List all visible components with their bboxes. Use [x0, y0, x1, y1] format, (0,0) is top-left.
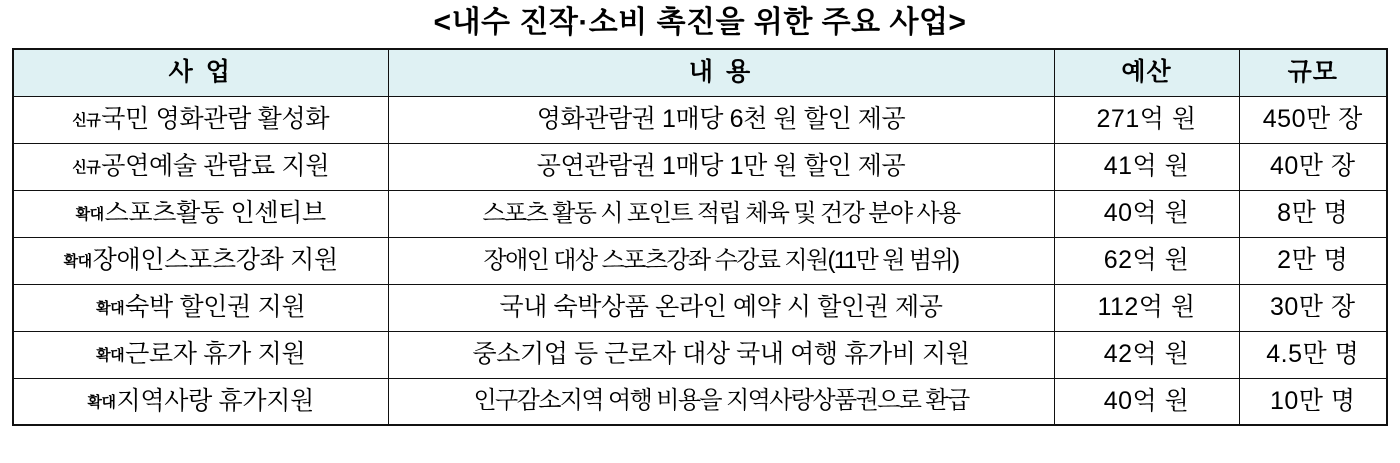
table-header-row — [13, 49, 1387, 96]
table-row — [13, 143, 1387, 190]
cell-budget: 42억 원 — [1054, 331, 1239, 378]
table-row — [13, 284, 1387, 331]
table-body — [13, 96, 1387, 425]
column-header-name: 사 업 — [13, 49, 388, 96]
cell-program-name — [13, 96, 388, 143]
table-row — [13, 378, 1387, 425]
cell-budget: 40억 원 — [1054, 190, 1239, 237]
cell-description: 영화관람권 1매당 6천 원 할인 제공 — [388, 96, 1054, 143]
program-name-text: 공연예술 관람료 지원 — [101, 152, 330, 180]
cell-description: 국내 숙박상품 온라인 예약 시 할인권 제공 — [388, 284, 1054, 331]
badge-new: 신규 — [72, 158, 101, 176]
table-row — [13, 190, 1387, 237]
column-header-description: 내 용 — [388, 49, 1054, 96]
page-title: <내수 진작·소비 촉진을 위한 주요 사업> — [433, 6, 967, 39]
badge-new: 신규 — [72, 111, 101, 129]
table-row — [13, 96, 1387, 143]
cell-description: 중소기업 등 근로자 대상 국내 여행 휴가비 지원 — [388, 331, 1054, 378]
cell-description: 장애인 대상 스포츠강좌 수강료 지원(11만 원 범위) — [388, 237, 1054, 284]
column-header-scale: 규모 — [1239, 49, 1387, 96]
program-name-text: 숙박 할인권 지원 — [125, 293, 306, 321]
cell-scale: 8만 명 — [1239, 190, 1387, 237]
badge-expanded: 확대 — [87, 393, 116, 411]
badge-expanded: 확대 — [75, 205, 104, 223]
cell-description: 공연관람권 1매당 1만 원 할인 제공 — [388, 143, 1054, 190]
cell-program-name — [13, 143, 388, 190]
cell-budget: 112억 원 — [1054, 284, 1239, 331]
column-header-budget: 예산 — [1054, 49, 1239, 96]
cell-scale: 2만 명 — [1239, 237, 1387, 284]
program-name-text: 국민 영화관람 활성화 — [101, 105, 330, 133]
badge-expanded: 확대 — [96, 299, 125, 317]
cell-scale: 40만 장 — [1239, 143, 1387, 190]
cell-scale: 4.5만 명 — [1239, 331, 1387, 378]
cell-budget: 41억 원 — [1054, 143, 1239, 190]
badge-expanded: 확대 — [96, 346, 125, 364]
table-row — [13, 331, 1387, 378]
cell-budget: 40억 원 — [1054, 378, 1239, 425]
programs-table — [12, 48, 1388, 426]
cell-scale: 10만 명 — [1239, 378, 1387, 425]
cell-description: 인구감소지역 여행 비용을 지역사랑상품권으로 환급 — [388, 378, 1054, 425]
cell-scale: 450만 장 — [1239, 96, 1387, 143]
table-container — [0, 48, 1400, 426]
cell-budget: 271억 원 — [1054, 96, 1239, 143]
cell-description: 스포츠 활동 시 포인트 적립 체육 및 건강 분야 사용 — [388, 190, 1054, 237]
cell-program-name — [13, 190, 388, 237]
cell-program-name — [13, 331, 388, 378]
cell-program-name — [13, 378, 388, 425]
table-header — [13, 49, 1387, 96]
program-name-text: 지역사랑 휴가지원 — [116, 386, 314, 415]
table-row — [13, 237, 1387, 284]
cell-program-name — [13, 237, 388, 284]
cell-scale: 30만 장 — [1239, 284, 1387, 331]
badge-expanded: 확대 — [63, 252, 92, 270]
program-name-text: 장애인스포츠강좌 지원 — [92, 246, 338, 274]
program-name-text: 스포츠활동 인센티브 — [104, 199, 326, 227]
cell-budget: 62억 원 — [1054, 237, 1239, 284]
program-name-text: 근로자 휴가 지원 — [125, 340, 306, 368]
cell-program-name — [13, 284, 388, 331]
